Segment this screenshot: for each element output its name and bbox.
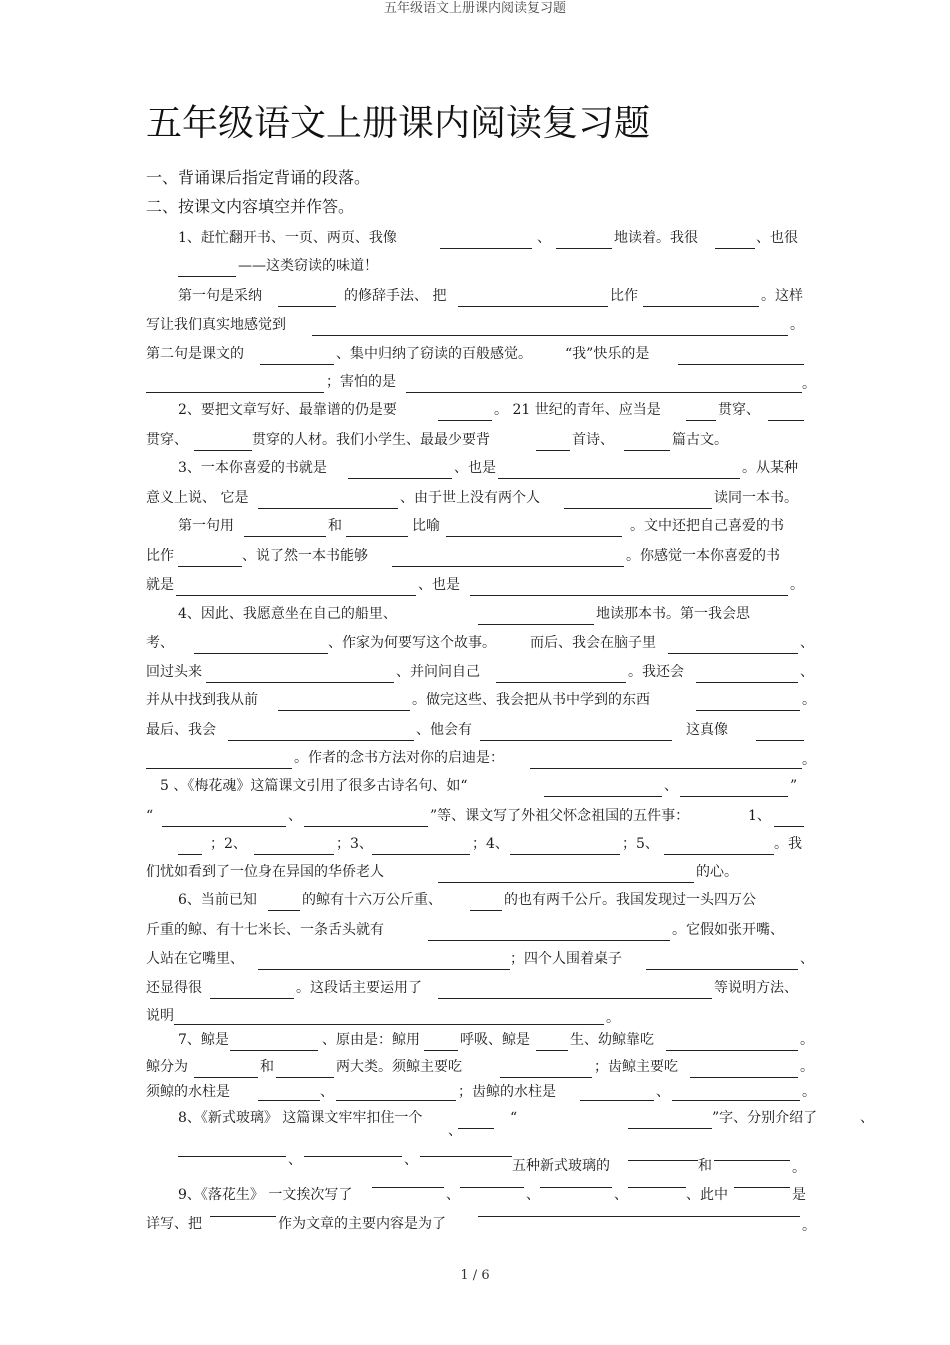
q7-text: 。	[800, 1059, 814, 1075]
q9-text: 。	[802, 1218, 816, 1234]
q8-text: 、	[860, 1110, 874, 1126]
answer-blank[interactable]	[478, 624, 594, 625]
q3-text: 意义上说、 它是	[146, 490, 249, 506]
answer-blank[interactable]	[312, 335, 788, 336]
q7-text: 和	[260, 1059, 274, 1075]
answer-blank[interactable]	[440, 248, 532, 249]
q5-text: ；5、	[622, 836, 659, 852]
q4-text: 考、	[146, 635, 174, 651]
q3-text: 、由于世上没有两个人	[400, 490, 540, 506]
q6-text: ；四个人围着桌子	[510, 951, 622, 967]
q7-text: 生、幼鲸靠吃	[570, 1032, 654, 1048]
q4-text: 地读那本书。第一我会思	[596, 606, 750, 622]
q6-text: 斤重的鲸、有十七米长、一条舌头就有	[146, 922, 384, 938]
answer-blank[interactable]	[510, 854, 620, 855]
q1-text: “我”快乐的是	[565, 346, 650, 362]
answer-blank[interactable]	[496, 682, 626, 683]
q7-text: ；齿鲸的水柱是	[458, 1084, 556, 1100]
q4-text: 、作家为何要写这个故事。	[328, 635, 496, 651]
answer-blank[interactable]	[536, 450, 570, 451]
q1-text: 、	[537, 230, 551, 246]
q5-text: 5 、《梅花魂》这篇课文引用了很多古诗名句、如“	[160, 778, 468, 794]
answer-blank[interactable]	[438, 998, 712, 999]
q5-text: 的心。	[696, 864, 738, 880]
q4-text: 、	[800, 664, 814, 680]
answer-blank[interactable]	[438, 882, 694, 883]
answer-blank[interactable]	[478, 1216, 800, 1217]
answer-blank[interactable]	[174, 1024, 604, 1025]
q1-text: 、也很	[756, 230, 798, 246]
q1-text: ——这类窃读的味道！	[238, 258, 378, 274]
answer-blank[interactable]	[690, 1077, 798, 1078]
q2-text: 贯穿、	[718, 402, 760, 418]
q3-text: 、也是	[454, 460, 496, 476]
answer-blank[interactable]	[276, 1077, 334, 1078]
q4-text: 回过头来	[146, 664, 202, 680]
q6-text: 的也有两千公斤。我国发现过一头四万公	[504, 892, 756, 908]
section-two: 二、按课文内容填空并作答。	[146, 197, 355, 216]
q7-text: 两大类。须鲸主要吃	[336, 1059, 462, 1075]
answer-blank[interactable]	[672, 1100, 800, 1101]
q4-text: 、并问问自己	[396, 664, 480, 680]
answer-blank[interactable]	[686, 420, 716, 421]
q6-text: 的鲸有十六万公斤重、	[302, 892, 442, 908]
q2-text: 2、要把文章写好、最靠谱的仍是要	[178, 402, 397, 418]
answer-blank[interactable]	[438, 420, 492, 421]
answer-blank[interactable]	[774, 826, 804, 827]
answer-blank[interactable]	[254, 854, 334, 855]
q7-text: 。	[800, 1032, 814, 1048]
answer-blank[interactable]	[715, 248, 755, 249]
answer-blank[interactable]	[458, 306, 608, 307]
answer-blank[interactable]	[210, 998, 294, 999]
q2-text: 贯穿的人材。我们小学生、最最少要背	[252, 432, 490, 448]
q4-text: 。	[802, 752, 816, 768]
q1-text: 比作	[610, 288, 638, 304]
answer-blank[interactable]	[146, 768, 292, 769]
page-title: 五年级语文上册课内阅读复习题	[146, 103, 651, 144]
answer-blank[interactable]	[228, 740, 414, 741]
q1-text: 。	[790, 317, 804, 333]
q1-text: 。	[802, 376, 816, 392]
answer-blank[interactable]	[258, 508, 398, 509]
q7-text: 呼吸、鲸是	[460, 1032, 530, 1048]
answer-blank[interactable]	[628, 1160, 698, 1161]
q9-text: 、	[446, 1187, 460, 1203]
q4-text: 。做完这些、我会把从书中学到的东西	[412, 692, 650, 708]
q3-text: 就是	[146, 577, 174, 593]
q3-text: 。你感觉一本你喜爱的书	[626, 548, 780, 564]
q1-text: 、集中归纳了窃读的百般感觉。	[336, 346, 532, 362]
q3-text: 。从某种	[742, 460, 798, 476]
answer-blank[interactable]	[346, 536, 408, 537]
q1-text: 第二句是课文的	[146, 346, 244, 362]
answer-blank[interactable]	[643, 306, 759, 307]
q7-text: 7、鲸是	[178, 1032, 229, 1048]
q3-text: 3、一本你喜爱的书就是	[178, 460, 327, 476]
answer-blank[interactable]	[768, 420, 804, 421]
answer-blank[interactable]	[428, 940, 670, 941]
q9-text: 、	[526, 1187, 540, 1203]
q4-text: 。我还会	[628, 664, 684, 680]
q1-text: 的修辞手法、 把	[344, 288, 447, 304]
answer-blank[interactable]	[372, 1187, 444, 1188]
q4-text: 最后、我会	[146, 722, 216, 738]
q9-text: 、	[614, 1187, 628, 1203]
q3-text: 和	[328, 518, 342, 534]
answer-blank[interactable]	[696, 682, 798, 683]
answer-blank[interactable]	[470, 595, 788, 596]
q3-text: 第一句用	[178, 518, 234, 534]
q2-text: 首诗、	[572, 432, 614, 448]
q4-text: 这真像	[686, 722, 728, 738]
q2-text: 贯穿、	[146, 432, 188, 448]
q3-text: 。文中还把自己喜爱的书	[630, 518, 784, 534]
q5-text: “	[146, 808, 154, 824]
q1-text: 1、赶忙翻开书、一页、两页、我像	[178, 230, 397, 246]
answer-blank[interactable]	[624, 450, 670, 451]
q5-text: 、	[288, 808, 302, 824]
answer-blank[interactable]	[530, 768, 802, 769]
answer-blank[interactable]	[424, 1050, 458, 1051]
q1-text: ；害怕的是	[326, 374, 396, 390]
answer-blank[interactable]	[406, 392, 802, 393]
answer-blank[interactable]	[536, 1050, 568, 1051]
answer-blank[interactable]	[244, 536, 326, 537]
answer-blank[interactable]	[372, 854, 470, 855]
answer-blank[interactable]	[278, 306, 336, 307]
q8-text: 、	[288, 1152, 302, 1168]
page-number: 1 / 6	[460, 1268, 490, 1283]
answer-blank[interactable]	[146, 392, 324, 393]
q8-text: “	[510, 1110, 518, 1126]
answer-blank[interactable]	[500, 1077, 592, 1078]
answer-blank[interactable]	[666, 1050, 798, 1051]
q3-text: 、说了然一本书能够	[242, 548, 368, 564]
answer-blank[interactable]	[304, 826, 428, 827]
q1-text: 第一句是采纳	[178, 288, 262, 304]
answer-blank[interactable]	[194, 653, 328, 654]
q4-text: 、	[800, 635, 814, 651]
q6-text: 。这段话主要运用了	[296, 980, 422, 996]
answer-blank[interactable]	[304, 1156, 402, 1157]
q3-text: 、也是	[418, 577, 460, 593]
answer-blank[interactable]	[714, 1160, 790, 1161]
answer-blank[interactable]	[210, 1216, 276, 1217]
answer-blank[interactable]	[348, 478, 452, 479]
answer-blank[interactable]	[194, 450, 252, 451]
answer-blank[interactable]	[260, 364, 334, 365]
q7-text: 、	[320, 1084, 334, 1100]
q3-text: 读同一本书。	[714, 490, 798, 506]
q1-text: 。这样	[761, 288, 803, 304]
answer-blank[interactable]	[540, 1187, 612, 1188]
q3-text: 。	[790, 577, 804, 593]
q9-text: 是	[792, 1187, 806, 1203]
q5-text: 1、	[748, 808, 771, 824]
answer-blank[interactable]	[460, 1187, 524, 1188]
answer-blank[interactable]	[230, 1050, 318, 1051]
answer-blank[interactable]	[564, 508, 712, 509]
q5-text: 、	[664, 778, 678, 794]
q4-text: 并从中找到我从前	[146, 692, 258, 708]
answer-blank[interactable]	[278, 710, 410, 711]
q6-text: 说明	[146, 1008, 174, 1024]
q1-text: 写让我们真实地感觉到	[146, 317, 286, 333]
q4-text: 4、因此、我愿意坐在自己的船里、	[178, 606, 397, 622]
q9-text: 作为文章的主要内容是为了	[278, 1216, 446, 1232]
q7-text: 鲸分为	[146, 1059, 188, 1075]
answer-blank[interactable]	[178, 854, 202, 855]
q6-text: 。	[606, 1010, 620, 1026]
answer-blank[interactable]	[544, 796, 662, 797]
q8-text: 和	[698, 1158, 712, 1174]
q7-text: ；齿鲸主要吃	[594, 1059, 678, 1075]
answer-blank[interactable]	[470, 910, 502, 911]
answer-blank[interactable]	[194, 1077, 258, 1078]
q7-text: 。	[802, 1084, 816, 1100]
answer-blank[interactable]	[580, 1100, 654, 1101]
q8-text: 、	[404, 1152, 418, 1168]
q8-text: 五种新式玻璃的	[512, 1158, 610, 1174]
q5-text: ；3、	[336, 836, 373, 852]
q7-text: 、	[656, 1084, 670, 1100]
q6-text: 。它假如张开嘴、	[672, 922, 784, 938]
answer-blank[interactable]	[258, 1100, 320, 1101]
q4-text: 。作者的念书方法对你的启迪是：	[294, 750, 504, 766]
answer-blank[interactable]	[628, 1187, 686, 1188]
answer-blank[interactable]	[480, 740, 672, 741]
answer-blank[interactable]	[556, 248, 612, 249]
q7-text: 须鲸的水柱是	[146, 1084, 230, 1100]
q1-text: 地读着。我很	[614, 230, 698, 246]
q6-text: 、	[800, 951, 814, 967]
q5-text: ；4、	[472, 836, 509, 852]
q7-text: 、原由是：鲸用	[322, 1032, 420, 1048]
answer-blank[interactable]	[458, 1128, 494, 1129]
answer-blank[interactable]	[420, 1156, 512, 1157]
q8-text: 。	[792, 1160, 806, 1176]
answer-blank[interactable]	[734, 1187, 790, 1188]
q4-text: 、他会有	[416, 722, 472, 738]
answer-blank[interactable]	[336, 1100, 456, 1101]
answer-blank[interactable]	[664, 854, 774, 855]
answer-blank[interactable]	[206, 682, 394, 683]
q3-text: 比喻	[412, 518, 440, 534]
answer-blank[interactable]	[680, 796, 788, 797]
answer-blank[interactable]	[258, 969, 510, 970]
answer-blank[interactable]	[498, 478, 740, 479]
q4-text: 而后、我会在脑子里	[530, 635, 656, 651]
q6-text: 等说明方法、	[714, 980, 798, 996]
answer-blank[interactable]	[268, 910, 300, 911]
page-header: 五年级语文上册课内阅读复习题	[383, 1, 566, 16]
q2-text: 。 21 世纪的青年、应当是	[494, 402, 661, 418]
answer-blank[interactable]	[756, 740, 804, 741]
answer-blank[interactable]	[646, 969, 798, 970]
answer-blank[interactable]	[392, 566, 624, 567]
answer-blank[interactable]	[446, 536, 622, 537]
q4-text: 。	[802, 692, 816, 708]
answer-blank[interactable]	[668, 653, 798, 654]
q5-text: ”	[790, 778, 798, 794]
answer-blank[interactable]	[178, 1156, 286, 1157]
q3-text: 比作	[146, 548, 174, 564]
answer-blank[interactable]	[696, 710, 800, 711]
q9-text: 、此中	[686, 1187, 728, 1203]
answer-blank[interactable]	[162, 826, 286, 827]
q6-text: 6、当前已知	[178, 892, 257, 908]
q9-text: 9、《落花生》 一文挨次写了	[178, 1187, 353, 1203]
section-one: 一、背诵课后指定背诵的段落。	[146, 168, 371, 187]
q2-text: 篇古文。	[672, 432, 728, 448]
q8-text: ”字、分别介绍了	[712, 1110, 818, 1126]
q6-text: 人站在它嘴里、	[146, 951, 244, 967]
q8-text: 8、《新式玻璃》 这篇课文牢牢扣住一个	[178, 1110, 423, 1126]
answer-blank[interactable]	[628, 1128, 712, 1129]
q5-text: 。我	[774, 836, 802, 852]
q6-text: 还显得很	[146, 980, 202, 996]
q5-text: 们忧如看到了一位身在异国的华侨老人	[146, 864, 384, 880]
answer-blank[interactable]	[178, 276, 236, 277]
q5-text: ；2、	[210, 836, 247, 852]
q9-text: 详写、把	[146, 1216, 202, 1232]
answer-blank[interactable]	[176, 595, 416, 596]
answer-blank[interactable]	[178, 566, 242, 567]
answer-blank[interactable]	[678, 364, 804, 365]
q5-text: ”等、课文写了外祖父怀念祖国的五件事：	[430, 808, 690, 824]
q8-text: 、	[448, 1123, 462, 1139]
